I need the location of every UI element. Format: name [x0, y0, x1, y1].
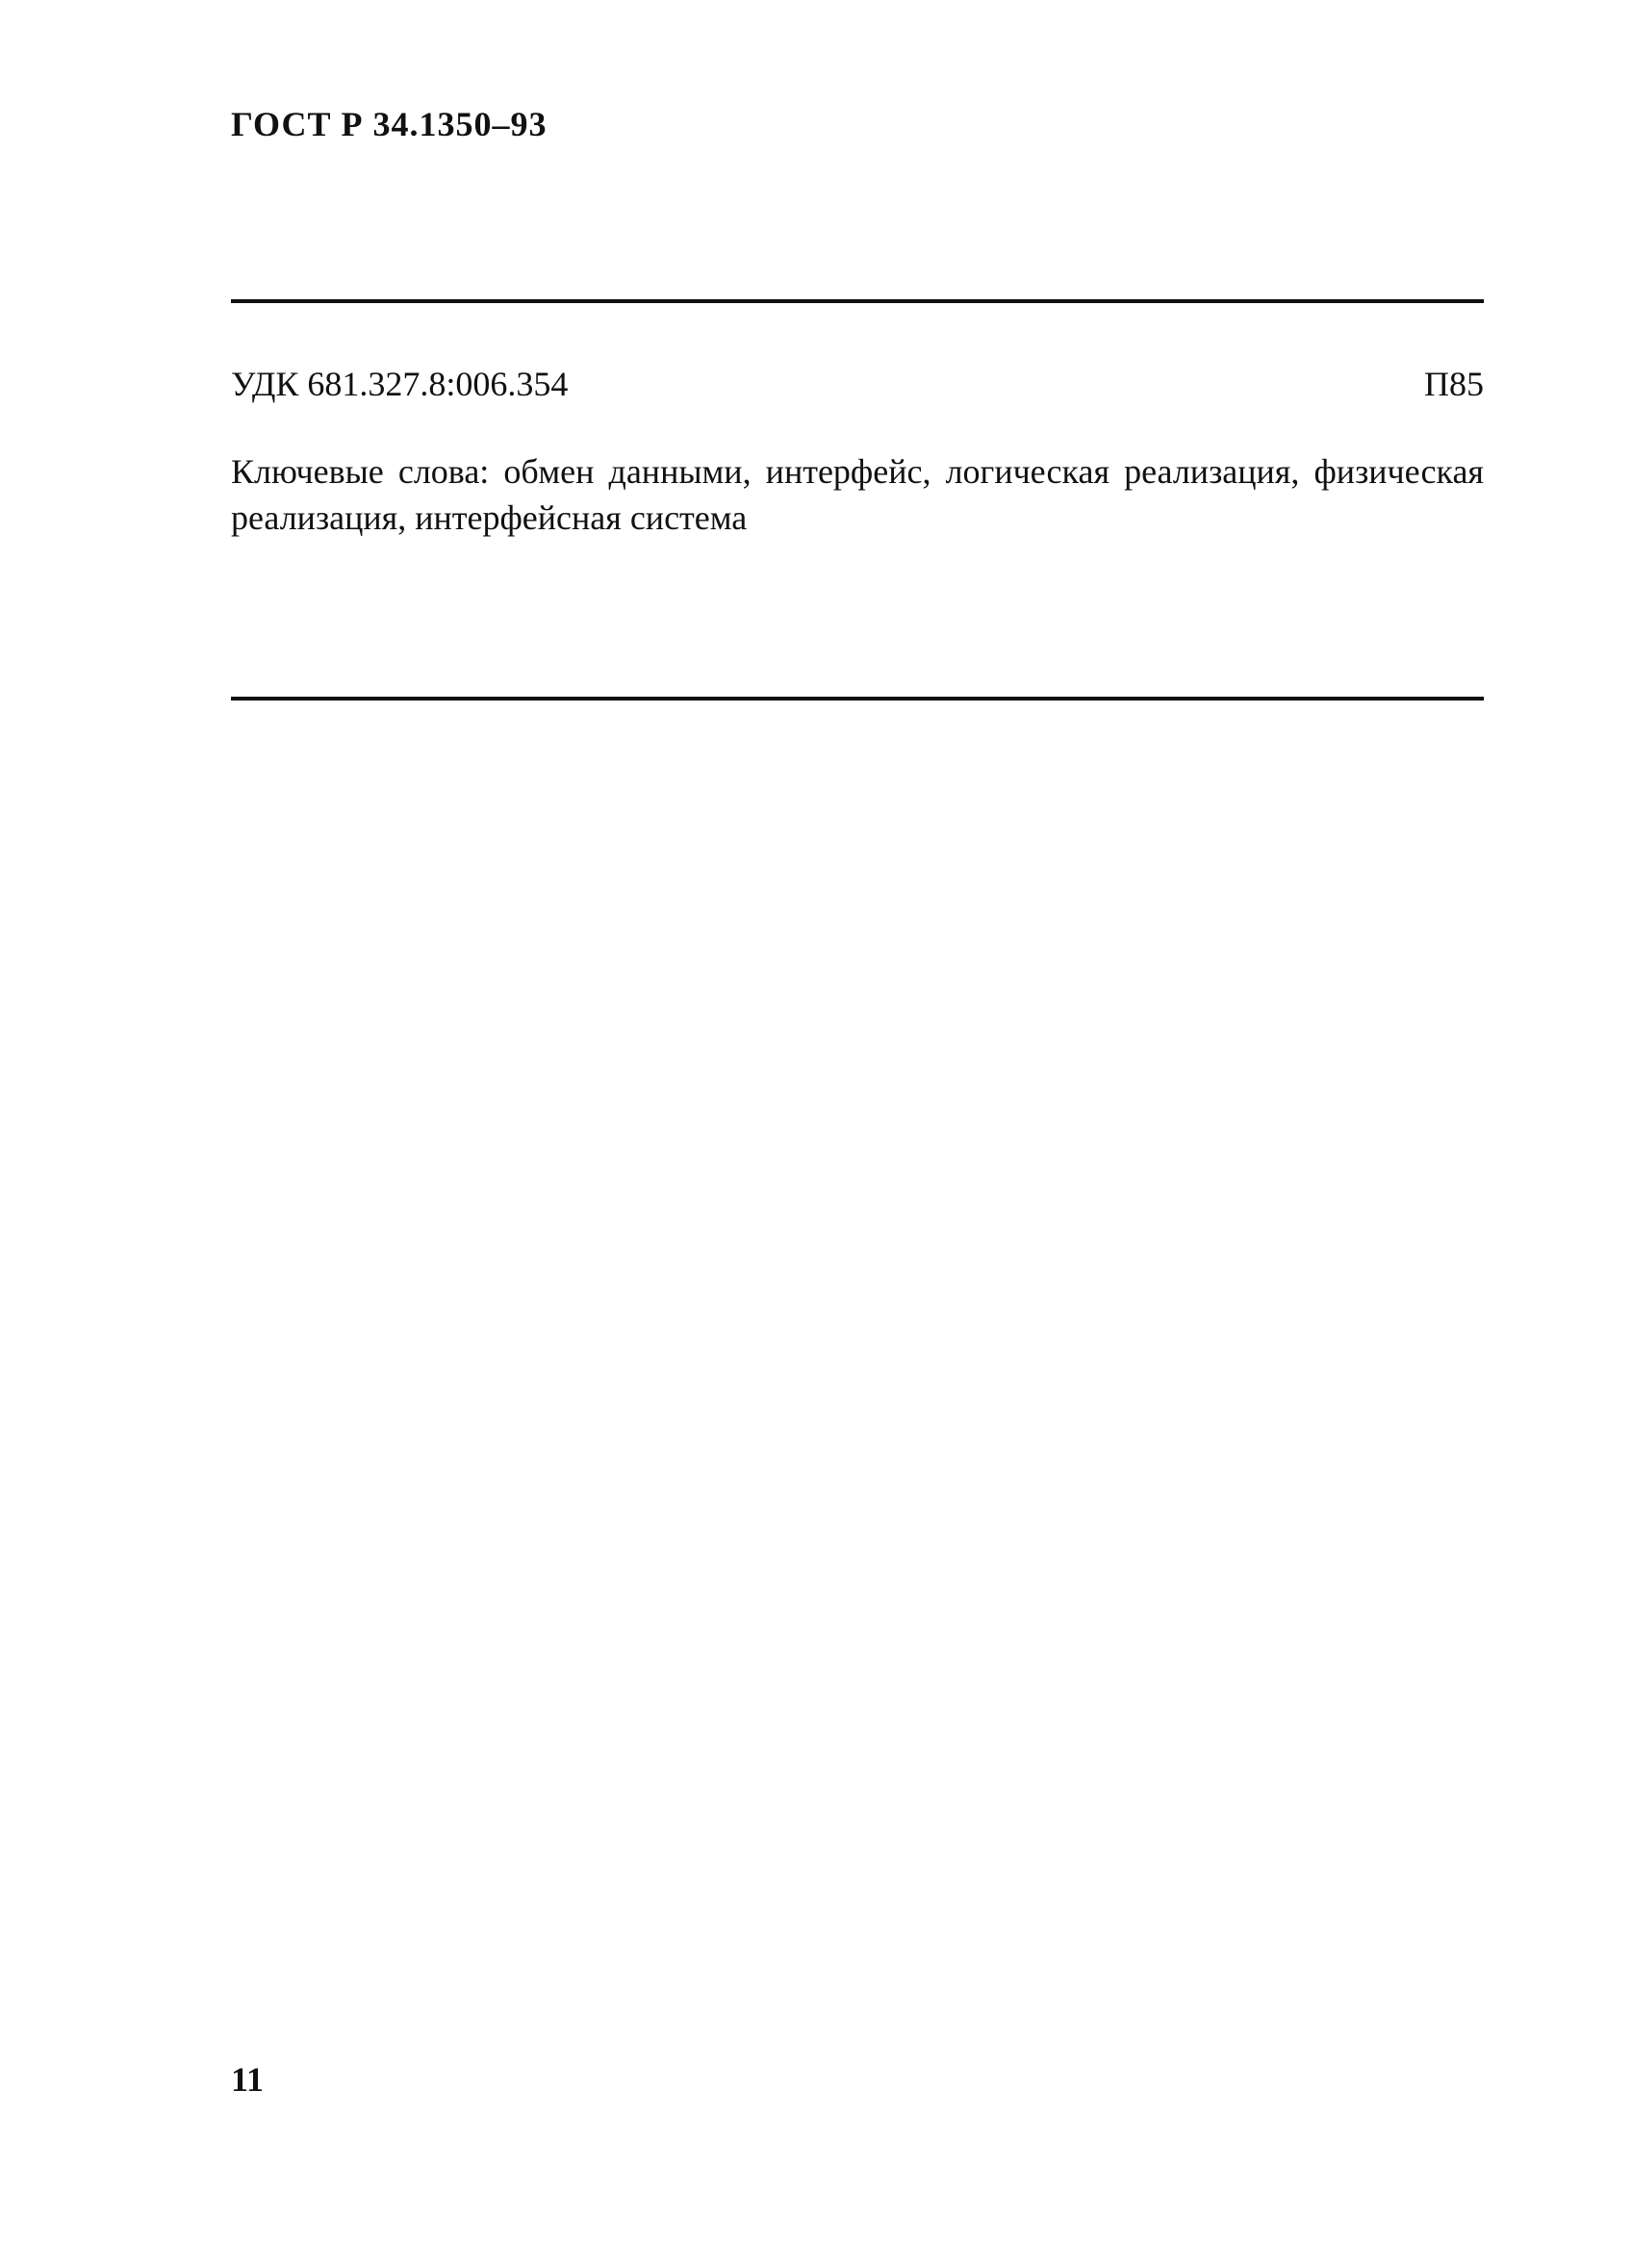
keywords-paragraph: Ключевые слова: обмен данными, интерфейс, логическая реализация, физическая реализация, интерфейсная система: [231, 452, 1484, 537]
top-divider: [231, 299, 1484, 303]
document-code: ГОСТ Р 34.1350–93: [231, 105, 548, 143]
udk-code: УДК 681.327.8:006.354: [231, 365, 569, 403]
bottom-divider: [231, 697, 1484, 701]
page-number: 11: [231, 2060, 265, 2099]
group-code: П85: [1424, 365, 1484, 403]
